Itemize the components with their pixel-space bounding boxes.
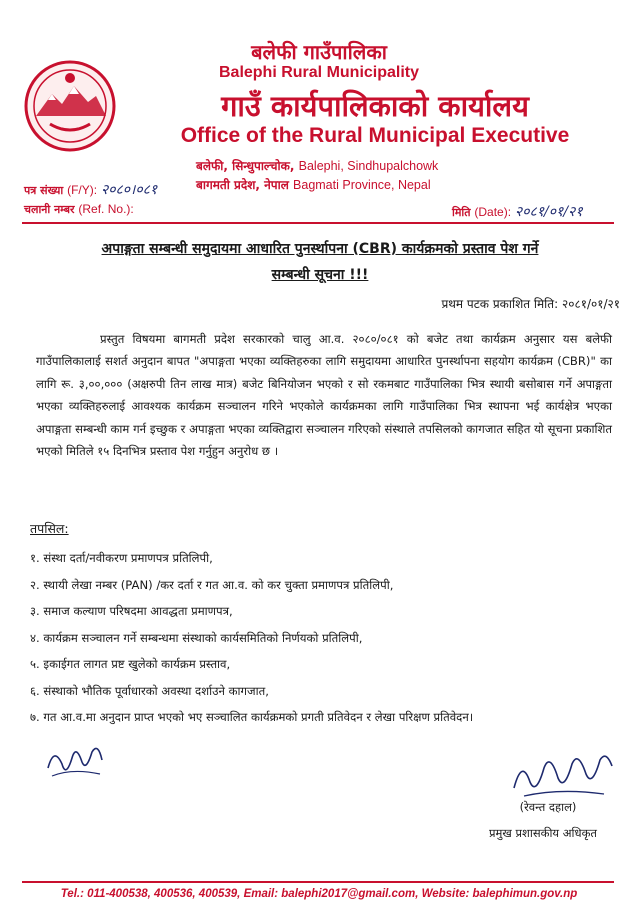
office-name-en: Office of the Rural Municipal Executive: [180, 124, 570, 147]
notice-body: प्रस्तुत विषयमा बागमती प्रदेश सरकारको चालु आ.व. २०८०/०८१ को बजेट तथा कार्यक्रम अनुसार यस बलेफी गाउँपालिकालाई सशर्त अनुदान बापत "अपाङ्गता भएका व्यक्तिहरुका लागि समुदायमा आधारित पुनर्स्थापना सहयोग कार्यक्रम (CBR)" का लागि रू. ३,००,००० (अक्षरुपी तिन लाख मात्र) बजेट बिनियोजन भएको र सो रकमबाट गाउँपालिका भित्र स्थायी बसोबास गर्ने अपाङ्गता भएका व्यक्तिहरुलाई आवश्यक कार्यक्रम सञ्चालन गरिने भएकोले कार्यक्रमका लागि गाउँपालिका भित्र स्थापना भई कार्यक्षेत्र भएका अपाङ्गता सम्बन्धी काम गर्न इच्छुक र अपाङ्गता भएका व्यक्तिद्वारा सञ्चालन गरिएको संस्थाले तपसिलको कागजात सहित यो सूचना प्रकाशित भएको मितिले १५ दिनभित्र प्रस्ताव पेश गर्नुहुन अनुरोध छ ।: [36, 332, 612, 459]
address-en-2: Bagmati Province, Nepal: [293, 178, 431, 192]
subject-line-1: अपाङ्गता सम्बन्धी समुदायमा आधारित पुनर्स्थापना (CBR) कार्यक्रमको प्रस्ताव पेश गर्ने: [101, 241, 539, 257]
initial-signature: [42, 738, 112, 786]
subject-line-2: सम्बन्धी सूचना !!!: [271, 267, 369, 283]
address-np-2: बागमती प्रदेश, नेपाल: [196, 178, 289, 192]
signer-name: (रेवन्त दहाल): [519, 800, 577, 814]
list-item: २. स्थायी लेखा नम्बर (PAN) /कर दर्ता र गत आ.व. को कर चुक्ता प्रमाणपत्र प्रतिलिपी,: [30, 577, 394, 592]
list-item: १. संस्था दर्ता/नवीकरण प्रमाणपत्र प्रतिलिपी,: [30, 551, 213, 565]
ref-field: [24, 202, 134, 217]
header-divider: [22, 222, 614, 224]
date-label-np: मिति: [452, 206, 471, 219]
ref-label-np: चलानी नम्बर: [24, 203, 75, 216]
municipality-name-np: बलेफी गाउँपालिका: [251, 40, 387, 64]
list-title: तपसिल:: [30, 521, 69, 536]
fy-value: २०८०।०८१: [100, 182, 158, 198]
notice-subject: [40, 236, 600, 288]
list-item: ६. संस्थाको भौतिक पूर्वाधारको अवस्था दर्शाउने कागजात,: [30, 683, 269, 698]
date-label-en: (Date):: [474, 205, 512, 219]
fy-label-en: (F/Y):: [67, 183, 98, 197]
municipality-name-en: Balephi Rural Municipality: [218, 64, 420, 81]
fy-field: [24, 180, 157, 199]
signer-title: प्रमुख प्रशासकीय अधिकृत: [489, 826, 597, 840]
list-item: ७. गत आ.व.मा अनुदान प्राप्त भएको भए सञ्चालित कार्यक्रमको प्रगती प्रतिवेदन र लेखा परिक्षण प्रतिवेदन।: [30, 710, 474, 724]
document-list: [30, 545, 473, 731]
officer-signature: [508, 748, 618, 806]
date-field: [452, 202, 583, 221]
address-line-1: [196, 157, 438, 174]
fy-label-np: पत्र संख्या: [24, 184, 64, 197]
published-date: प्रथम पटक प्रकाशित मिति: २०८१/०१/२१: [441, 297, 620, 311]
address-line-2: [196, 176, 431, 193]
list-item: ५. इकाईगत लागत प्रष्ट खुलेको कार्यक्रम प्रस्ताव,: [30, 657, 231, 671]
ref-label-en: (Ref. No.):: [78, 202, 134, 216]
footer-divider: [22, 881, 614, 883]
footer-contact: Tel.: 011-400538, 400536, 400539, Email: balephi2017@gmail.com, Website: balephimun.gov.np: [60, 888, 578, 900]
list-item: ३. समाज कल्याण परिषदमा आवद्धता प्रमाणपत्र,: [30, 604, 233, 618]
date-value: २०८१/०१/२१: [514, 204, 583, 220]
list-item: ४. कार्यक्रम सञ्चालन गर्ने सम्बन्धमा संस्थाको कार्यसमितिको निर्णयको प्रतिलिपी,: [30, 630, 363, 645]
address-np-1: बलेफी, सिन्धुपाल्चोक,: [196, 159, 295, 173]
address-en-1: Balephi, Sindhupalchowk: [298, 159, 439, 173]
office-name-np: गाउँ कार्यपालिकाको कार्यालय: [221, 89, 529, 123]
